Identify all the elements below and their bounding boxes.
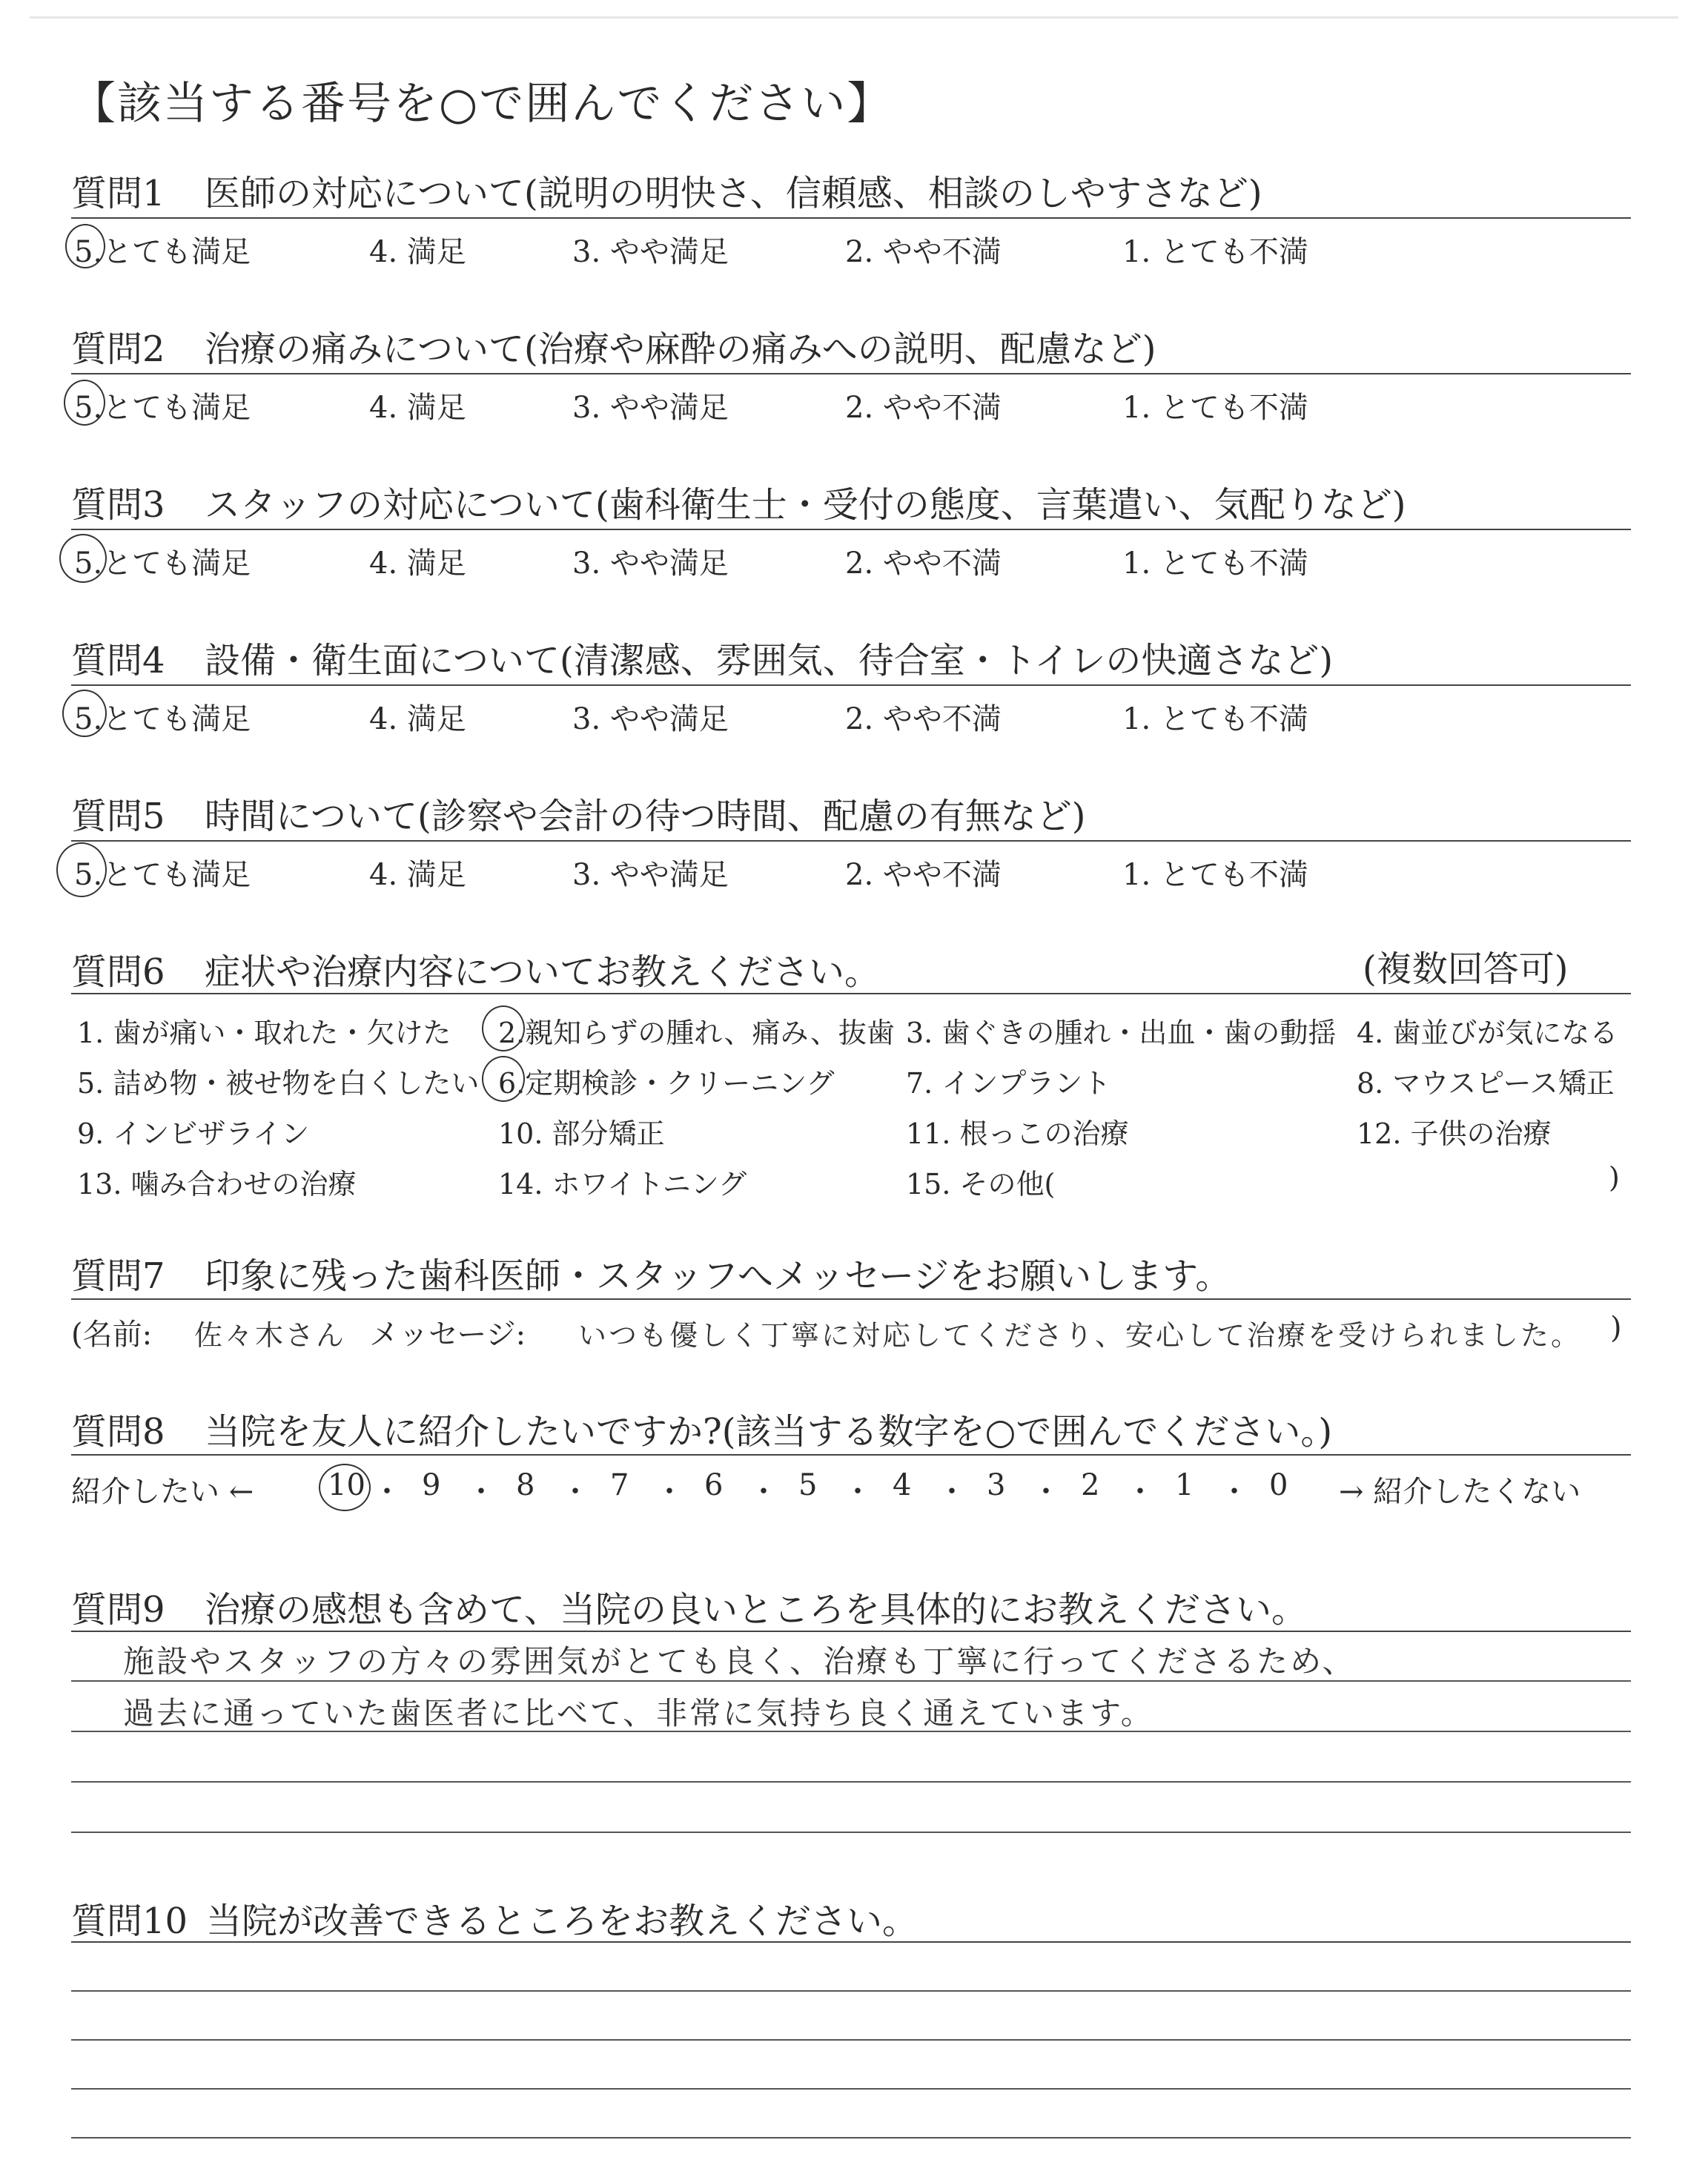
- q9-label: 質問9: [71, 1589, 165, 1631]
- q3-opt-1[interactable]: 1. とても不満: [1122, 546, 1308, 581]
- q6-opt-3[interactable]: 3. 歯ぐきの腫れ・出血・歯の動揺: [906, 1017, 1337, 1049]
- q7-rule: [71, 1298, 1631, 1300]
- q8-scale-dot: ・: [843, 1475, 873, 1509]
- q3-opt-2[interactable]: 2. やや不満: [845, 546, 1002, 581]
- q10-rule-2: [71, 1990, 1631, 1992]
- q2-opt-3[interactable]: 3. やや満足: [572, 391, 729, 425]
- q2-opt-4[interactable]: 4. 満足: [369, 391, 466, 425]
- q8-scale-dot: ・: [560, 1475, 590, 1509]
- q9-text: 治療の感想も含めて、当院の良いところを具体的にお教えください。: [205, 1589, 1308, 1631]
- q4-rule: [71, 684, 1631, 686]
- q9-rule-1: [71, 1631, 1631, 1632]
- q4-opt-5[interactable]: 5.とても満足: [74, 702, 251, 736]
- q8-scale-8[interactable]: 8: [516, 1468, 535, 1502]
- q8-right-label: → 紹介したくない: [1339, 1475, 1581, 1509]
- q7-label: 質問7: [71, 1255, 165, 1297]
- q6-opt-10[interactable]: 10. 部分矯正: [498, 1117, 665, 1150]
- q4-label: 質問4: [71, 640, 165, 681]
- q8-scale-dot: ・: [655, 1475, 684, 1509]
- q5-text: 時間について(診察や会計の待つ時間、配慮の有無など): [205, 796, 1086, 837]
- q7-answer-prefix: (名前:: [71, 1318, 153, 1352]
- q6-opt-13[interactable]: 13. 噛み合わせの治療: [77, 1168, 357, 1200]
- q9-rule-4: [71, 1781, 1631, 1783]
- q8-scale-dot: ・: [749, 1475, 778, 1509]
- q1-opt-3[interactable]: 3. やや満足: [572, 235, 729, 269]
- q4-opt-3[interactable]: 3. やや満足: [572, 702, 729, 736]
- q4-opt-1[interactable]: 1. とても不満: [1122, 702, 1308, 736]
- q8-scale-3[interactable]: 3: [987, 1468, 1006, 1502]
- q5-rule: [71, 840, 1631, 842]
- q10-label: 質問10: [71, 1900, 188, 1942]
- q8-scale-9[interactable]: 9: [422, 1468, 441, 1502]
- q2-opt-1[interactable]: 1. とても不満: [1122, 391, 1308, 425]
- q6-opt-6[interactable]: 6.定期検診・クリーニング: [498, 1067, 835, 1100]
- q5-label: 質問5: [71, 796, 165, 837]
- q7-text: 印象に残った歯科医師・スタッフへメッセージをお願いします。: [205, 1255, 1231, 1297]
- q8-scale-dot: ・: [466, 1475, 496, 1509]
- top-edge: [30, 16, 1678, 19]
- q8-left-label: 紹介したい ←: [71, 1475, 254, 1509]
- q9-answer-line-1[interactable]: 施設やスタッフの方々の雰囲気がとても良く、治療も丁寧に行ってくださるため、: [123, 1643, 1356, 1680]
- q6-opt-15[interactable]: 15. その他(: [906, 1168, 1056, 1200]
- q1-selection-circle: [65, 224, 105, 268]
- q7-message-label: メッセージ:: [369, 1318, 526, 1352]
- q8-scale-7[interactable]: 7: [610, 1468, 629, 1502]
- q7-answer-suffix: ): [1610, 1311, 1622, 1345]
- q6-opt-8[interactable]: 8. マウスピース矯正: [1357, 1067, 1615, 1100]
- q4-selection-circle: [62, 690, 107, 737]
- q8-selection-circle: [319, 1464, 371, 1511]
- q5-opt-4[interactable]: 4. 満足: [369, 858, 466, 892]
- q8-scale-1[interactable]: 1: [1175, 1468, 1194, 1502]
- q8-label: 質問8: [71, 1411, 165, 1453]
- q6-opt-12[interactable]: 12. 子供の治療: [1357, 1117, 1552, 1150]
- q2-selection-circle: [64, 380, 105, 426]
- q1-opt-5[interactable]: 5.とても満足: [74, 235, 251, 269]
- q10-rule-4: [71, 2088, 1631, 2090]
- q5-opt-2[interactable]: 2. やや不満: [845, 858, 1002, 892]
- q6-opt-5[interactable]: 5. 詰め物・被せ物を白くしたい: [77, 1067, 480, 1100]
- q6-note: (複数回答可): [1363, 948, 1569, 990]
- q8-scale-dot: ・: [1219, 1475, 1249, 1509]
- q3-opt-4[interactable]: 4. 満足: [369, 546, 466, 581]
- q8-scale-10[interactable]: 10: [328, 1468, 365, 1502]
- q3-label: 質問3: [71, 484, 165, 526]
- q6-opt-1[interactable]: 1. 歯が痛い・取れた・欠けた: [77, 1017, 451, 1049]
- q6-opt-15-close: ): [1609, 1161, 1620, 1194]
- q8-scale-5[interactable]: 5: [798, 1468, 818, 1502]
- q2-text: 治療の痛みについて(治療や麻酔の痛みへの説明、配慮など): [205, 328, 1156, 370]
- q6-opt-14[interactable]: 14. ホワイトニング: [498, 1168, 747, 1200]
- q9-rule-2: [71, 1680, 1631, 1682]
- q8-scale-6[interactable]: 6: [704, 1468, 724, 1502]
- q10-rule-3: [71, 2039, 1631, 2041]
- q6-opt-11[interactable]: 11. 根っこの治療: [906, 1117, 1129, 1150]
- q1-text: 医師の対応について(説明の明快さ、信頼感、相談のしやすさなど): [205, 173, 1262, 214]
- instruction-heading: 【該当する番号を○で囲んでください】: [71, 78, 893, 130]
- q1-opt-2[interactable]: 2. やや不満: [845, 235, 1002, 269]
- q7-name[interactable]: 佐々木さん: [194, 1319, 347, 1352]
- q3-text: スタッフの対応について(歯科衛生士・受付の態度、言葉遣い、気配りなど): [205, 484, 1406, 526]
- q3-opt-5[interactable]: 5.とても満足: [74, 546, 251, 581]
- q9-answer-line-2[interactable]: 過去に通っていた歯医者に比べて、非常に気持ち良く通えています。: [123, 1695, 1154, 1731]
- q1-label: 質問1: [71, 173, 165, 214]
- q6-selection-circle-6: [482, 1056, 525, 1102]
- q10-rule-5: [71, 2137, 1631, 2138]
- q1-rule: [71, 217, 1631, 219]
- q8-scale-dot: ・: [372, 1475, 402, 1509]
- q6-opt-2[interactable]: 2.親知らずの腫れ、痛み、抜歯: [498, 1017, 895, 1049]
- q4-opt-2[interactable]: 2. やや不満: [845, 702, 1002, 736]
- q4-opt-4[interactable]: 4. 満足: [369, 702, 466, 736]
- q7-message[interactable]: いつも優しく丁寧に対応してくださり、安心して治療を受けられました。: [578, 1319, 1582, 1352]
- q2-label: 質問2: [71, 328, 165, 370]
- q8-scale-dot: ・: [937, 1475, 967, 1509]
- q2-opt-5[interactable]: 5.とても満足: [74, 391, 251, 425]
- q8-text: 当院を友人に紹介したいですか?(該当する数字を○で囲んでください。): [205, 1411, 1333, 1453]
- q2-rule: [71, 373, 1631, 374]
- q8-scale-0[interactable]: 0: [1269, 1468, 1288, 1502]
- q9-rule-3: [71, 1731, 1631, 1732]
- q10-rule-1: [71, 1941, 1631, 1943]
- q1-opt-1[interactable]: 1. とても不満: [1122, 235, 1308, 269]
- q5-selection-circle: [56, 842, 107, 897]
- q5-opt-1[interactable]: 1. とても不満: [1122, 858, 1308, 892]
- q10-text: 当院が改善できるところをお教えください。: [206, 1900, 918, 1942]
- q8-scale-2[interactable]: 2: [1081, 1468, 1100, 1502]
- q3-rule: [71, 529, 1631, 530]
- q8-rule: [71, 1454, 1631, 1456]
- q2-opt-2[interactable]: 2. やや不満: [845, 391, 1002, 425]
- q6-opt-7[interactable]: 7. インプラント: [906, 1067, 1111, 1100]
- q3-selection-circle: [59, 534, 107, 583]
- q1-opt-4[interactable]: 4. 満足: [369, 235, 466, 269]
- q6-opt-4[interactable]: 4. 歯並びが気になる: [1357, 1017, 1618, 1049]
- q6-text: 症状や治療内容についてお教えください。: [205, 951, 881, 993]
- q6-opt-9[interactable]: 9. インビザライン: [77, 1117, 310, 1150]
- q8-scale-dot: ・: [1125, 1475, 1155, 1509]
- q8-scale-dot: ・: [1031, 1475, 1061, 1509]
- q8-scale-4[interactable]: 4: [893, 1468, 912, 1502]
- q6-label: 質問6: [71, 951, 165, 993]
- q4-text: 設備・衛生面について(清潔感、雰囲気、待合室・トイレの快適さなど): [205, 640, 1334, 681]
- q5-opt-5[interactable]: 5.とても満足: [74, 858, 251, 892]
- q6-rule: [71, 993, 1631, 994]
- q3-opt-3[interactable]: 3. やや満足: [572, 546, 729, 581]
- q6-selection-circle-2: [482, 1005, 525, 1051]
- q9-rule-5: [71, 1832, 1631, 1833]
- q5-opt-3[interactable]: 3. やや満足: [572, 858, 729, 892]
